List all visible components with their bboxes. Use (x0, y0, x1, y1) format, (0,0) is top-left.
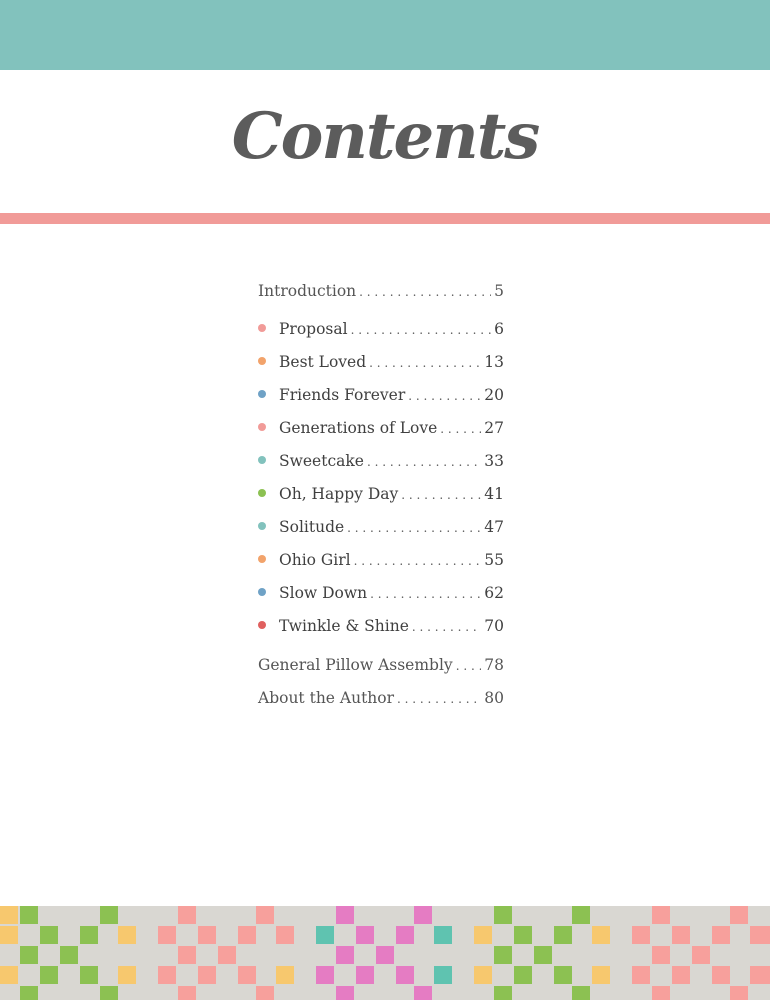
quilt-pattern-image (0, 906, 770, 1000)
bullet-dot-icon (258, 588, 266, 596)
toc-entry-twinkle-and-shine[interactable] (258, 617, 504, 641)
dot-leader (456, 659, 482, 673)
toc-page-number: 33 (484, 452, 504, 470)
dot-leader (359, 285, 491, 299)
toc-entry-label: Twinkle & Shine (279, 617, 409, 635)
toc-entry-best-loved[interactable] (258, 353, 504, 377)
dot-leader (369, 356, 481, 370)
toc-page-number: 20 (484, 386, 504, 404)
toc-entry-friends-forever[interactable] (258, 386, 504, 410)
pink-divider-band (0, 213, 770, 224)
toc-entry-label: Friends Forever (279, 386, 406, 404)
toc-page-number: 70 (484, 617, 504, 635)
bullet-dot-icon (258, 522, 266, 530)
toc-entry-label: Generations of Love (279, 419, 438, 437)
dot-leader (370, 587, 481, 601)
bullet-dot-icon (258, 555, 266, 563)
toc-entry-label: Introduction (258, 282, 357, 300)
toc-entry-sweetcake[interactable] (258, 452, 504, 476)
dot-leader (367, 455, 481, 469)
toc-page-number: 5 (494, 282, 504, 300)
toc-entry-about-the-author[interactable] (258, 689, 504, 713)
bullet-dot-icon (258, 489, 266, 497)
toc-entry-oh-happy-day[interactable] (258, 485, 504, 509)
toc-page-number: 78 (484, 656, 504, 674)
bullet-dot-icon (258, 357, 266, 365)
toc-entry-label: Ohio Girl (279, 551, 351, 569)
bullet-dot-icon (258, 456, 266, 464)
toc-entry-label: Proposal (279, 320, 348, 338)
toc-page-number: 41 (484, 485, 504, 503)
toc-page-number: 80 (484, 689, 504, 707)
bullet-dot-icon (258, 390, 266, 398)
page-title: Contents (231, 99, 539, 174)
dot-leader (351, 323, 492, 337)
toc-entry-label: Best Loved (279, 353, 367, 371)
toc-entry-slow-down[interactable] (258, 584, 504, 608)
toc-entry-label: Sweetcake (279, 452, 364, 470)
toc-entry-general-pillow-assembly[interactable] (258, 656, 504, 680)
bullet-dot-icon (258, 621, 266, 629)
dot-leader (354, 554, 482, 568)
dot-leader (347, 521, 481, 535)
toc-entry-label: Slow Down (279, 584, 368, 602)
bullet-dot-icon (258, 324, 266, 332)
dot-leader (401, 488, 481, 502)
toc-page-number: 55 (484, 551, 504, 569)
toc-entry-ohio-girl[interactable] (258, 551, 504, 575)
toc-page-number: 47 (484, 518, 504, 536)
dot-leader (408, 389, 481, 403)
toc-page-number: 6 (494, 320, 504, 338)
toc-entry-label: General Pillow Assembly (258, 656, 453, 674)
dot-leader (412, 620, 481, 634)
toc-entry-proposal[interactable] (258, 320, 504, 344)
bullet-dot-icon (258, 423, 266, 431)
dot-leader (397, 692, 481, 706)
toc-entry-label: Oh, Happy Day (279, 485, 399, 503)
toc-entry-introduction[interactable] (258, 282, 504, 306)
toc-page-number: 62 (484, 584, 504, 602)
toc-page-number: 13 (484, 353, 504, 371)
toc-entry-label: Solitude (279, 518, 345, 536)
quilt-pattern-border (0, 906, 770, 1000)
toc-entry-label: About the Author (258, 689, 395, 707)
top-color-band (0, 0, 770, 70)
toc-entry-solitude[interactable] (258, 518, 504, 542)
toc-entry-generations-of-love[interactable] (258, 419, 504, 443)
dot-leader (440, 422, 481, 436)
toc-page-number: 27 (484, 419, 504, 437)
